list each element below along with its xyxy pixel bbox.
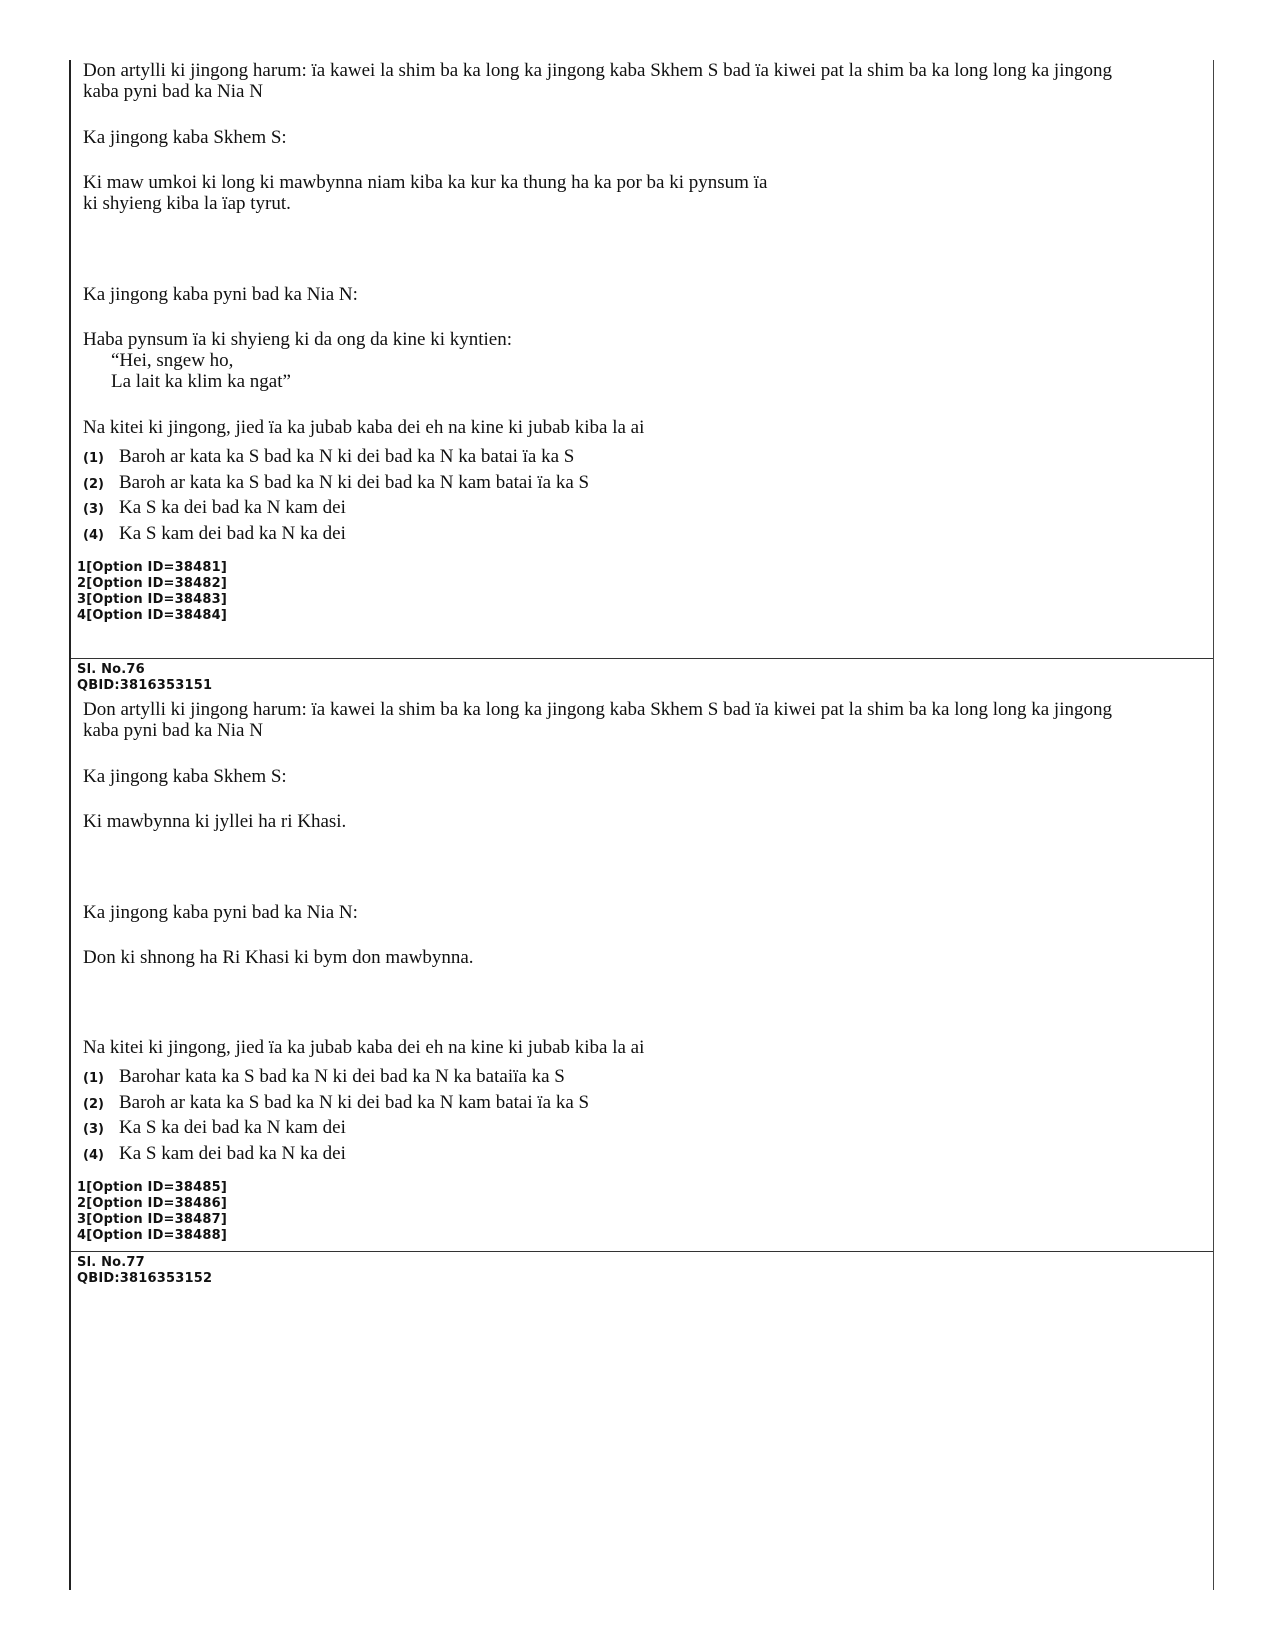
option-text: Ka S ka dei bad ka N kam dei (119, 497, 346, 518)
q75-s-text-line2: ki shyieng kiba la ïap tyrut. (83, 193, 291, 214)
q75-poem-line2: La lait ka klim ka ngat” (111, 371, 291, 392)
option-id: 3[Option ID=38487] (77, 1212, 228, 1227)
q75-option-1[interactable] (83, 446, 574, 468)
q76-n-label: Ka jingong kaba pyni bad ka Nia N: (83, 902, 358, 923)
q75-poem-line1: “Hei, sngew ho, (111, 350, 234, 371)
q76-option-ids (77, 1180, 227, 1244)
q75-question: Na kitei ki jingong, jied ïa ka jubab kaba dei eh na kine ki jubab kiba la ai (83, 417, 645, 438)
q75-option-ids (77, 560, 227, 624)
q76-question: Na kitei ki jingong, jied ïa ka jubab kaba dei eh na kine ki jubab kiba la ai (83, 1037, 645, 1058)
option-text: Ka S ka dei bad ka N kam dei (119, 1117, 346, 1138)
option-id: 1[Option ID=38481] (77, 560, 228, 575)
option-number: (1) (83, 451, 104, 466)
q75-option-2[interactable] (83, 472, 589, 494)
option-text: Baroh ar kata ka S bad ka N ki dei bad ka N kam batai ïa ka S (119, 1092, 590, 1113)
q75-option-3[interactable] (83, 497, 346, 519)
q76-intro-line2: kaba pyni bad ka Nia N (83, 720, 263, 741)
option-text: Barohar kata ka S bad ka N ki dei bad ka N ka bataiïa ka S (119, 1066, 565, 1087)
q77-meta (77, 1255, 212, 1287)
q75-s-text-line1: Ki maw umkoi ki long ki mawbynna niam kiba ka kur ka thung ha ka por ba ki pynsum ïa (83, 172, 768, 193)
q76-option-1[interactable] (83, 1066, 565, 1088)
serial-number: Sl. No.77 (77, 1255, 145, 1270)
q75-option-4[interactable] (83, 523, 346, 545)
option-number: (3) (83, 1122, 104, 1137)
q76-option-4[interactable] (83, 1143, 346, 1165)
option-id: 4[Option ID=38484] (77, 608, 228, 623)
option-text: Ka S kam dei bad ka N ka dei (119, 1143, 346, 1164)
q76-intro-line1: Don artylli ki jingong harum: ïa kawei la shim ba ka long ka jingong kaba Skhem S bad ïa kiwei pat la shim ba ka long long ka jingong (83, 699, 1112, 720)
q76-option-2[interactable] (83, 1092, 589, 1114)
q76-s-label: Ka jingong kaba Skhem S: (83, 766, 287, 787)
q76-n-text: Don ki shnong ha Ri Khasi ki bym don mawbynna. (83, 947, 474, 968)
option-number: (3) (83, 502, 104, 517)
option-number: (4) (83, 528, 104, 543)
option-id: 2[Option ID=38482] (77, 576, 228, 591)
option-text: Baroh ar kata ka S bad ka N ki dei bad ka N kam batai ïa ka S (119, 472, 590, 493)
option-text: Baroh ar kata ka S bad ka N ki dei bad ka N ka batai ïa ka S (119, 446, 575, 467)
option-id: 2[Option ID=38486] (77, 1196, 228, 1211)
q75-intro-line1: Don artylli ki jingong harum: ïa kawei la shim ba ka long ka jingong kaba Skhem S bad ïa kiwei pat la shim ba ka long long ka jingong (83, 60, 1112, 81)
q75-n-label: Ka jingong kaba pyni bad ka Nia N: (83, 284, 358, 305)
qbid: QBID:3816353152 (77, 1271, 213, 1286)
question-76-block (71, 658, 1213, 1251)
q76-option-3[interactable] (83, 1117, 346, 1139)
q75-s-label: Ka jingong kaba Skhem S: (83, 127, 287, 148)
question-75-block (71, 60, 1213, 658)
page-frame (69, 60, 1214, 1590)
q75-intro-line2: kaba pyni bad ka Nia N (83, 81, 263, 102)
q76-meta (77, 662, 212, 694)
q76-s-text: Ki mawbynna ki jyllei ha ri Khasi. (83, 811, 347, 832)
option-number: (2) (83, 477, 104, 492)
question-77-block (71, 1251, 1213, 1552)
option-text: Ka S kam dei bad ka N ka dei (119, 523, 346, 544)
option-number: (4) (83, 1148, 104, 1163)
option-number: (2) (83, 1097, 104, 1112)
option-id: 1[Option ID=38485] (77, 1180, 228, 1195)
option-id: 3[Option ID=38483] (77, 592, 228, 607)
option-number: (1) (83, 1071, 104, 1086)
serial-number: Sl. No.76 (77, 662, 145, 677)
option-id: 4[Option ID=38488] (77, 1228, 228, 1243)
q75-n-text: Haba pynsum ïa ki shyieng ki da ong da kine ki kyntien: (83, 329, 513, 350)
qbid: QBID:3816353151 (77, 678, 213, 693)
